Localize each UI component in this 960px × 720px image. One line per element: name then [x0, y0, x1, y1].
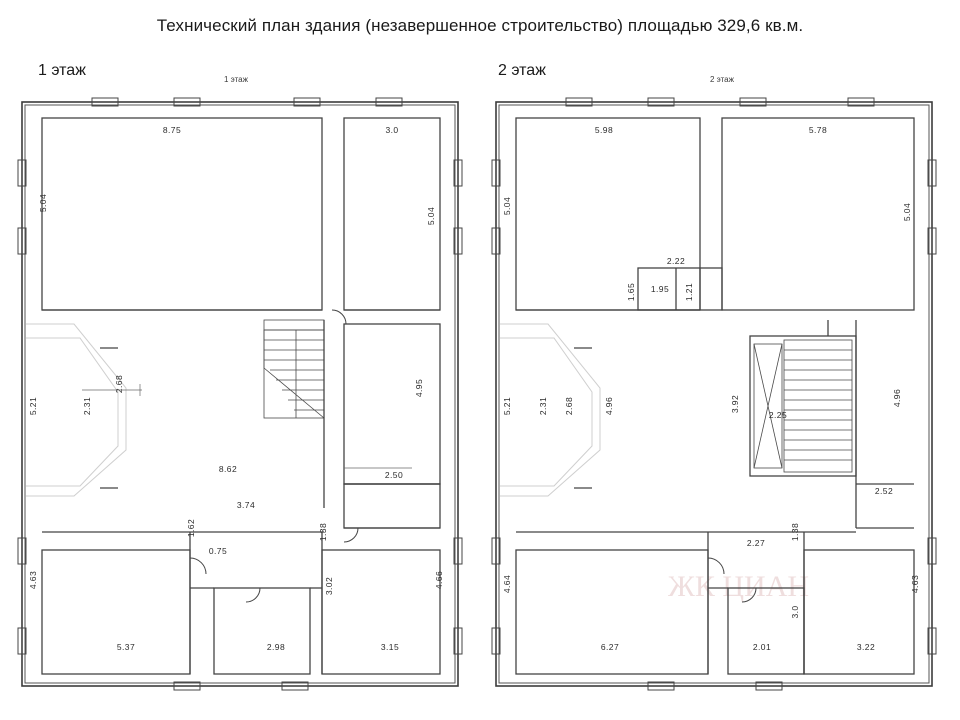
dim2-bath-right: 1.38 [790, 522, 800, 542]
dim-mid-span: 8.62 [218, 464, 238, 474]
dim-bottom-inner-span: 3.74 [236, 500, 256, 510]
dim2-stair-width: 2.25 [768, 410, 788, 420]
dim2-closet-right: 1.21 [684, 282, 694, 302]
dim-bottom-small: 0.75 [208, 546, 228, 556]
dim2-mid-left-a: 2.31 [538, 396, 548, 416]
dim-bottom-right-inner: 1.38 [318, 522, 328, 542]
dim-mid-right-height: 4.95 [414, 378, 424, 398]
dim-left-outer-height: 5.21 [28, 396, 38, 416]
dim2-top-left-height: 5.04 [502, 196, 512, 216]
dim2-bottom-left-width: 6.27 [600, 642, 620, 652]
dim-bottom-left-height: 4.63 [28, 570, 38, 590]
dim-bottom-left-inner: 1.62 [186, 518, 196, 538]
dim2-bath-height: 3.0 [790, 605, 800, 619]
dim-mid-small: 2.50 [384, 470, 404, 480]
dim2-mid-center-height: 4.96 [604, 396, 614, 416]
page-title: Технический план здания (незавершенное строительство) площадью 329,6 кв.м. [156, 16, 804, 35]
floor-2-caption: 2 этаж [710, 75, 734, 84]
dim2-bottom-center-width: 2.01 [752, 642, 772, 652]
dim-bottom-left-width: 5.37 [116, 642, 136, 652]
dim2-stair-height: 3.92 [730, 394, 740, 414]
dim-top-left-height: 5.04 [38, 193, 48, 213]
dim-top-left-width: 8.75 [162, 125, 182, 135]
dim2-closet-inner: 1.95 [650, 284, 670, 294]
dim2-bottom-right-height: 4.63 [910, 574, 920, 594]
dim-top-right-width: 3.0 [385, 125, 399, 135]
dim2-top-left-width: 5.98 [594, 125, 614, 135]
dim2-closet-width: 2.22 [666, 256, 686, 266]
dim2-left-outer-height: 5.21 [502, 396, 512, 416]
dim-top-right-height: 5.04 [426, 206, 436, 226]
floor-1-caption: 1 этаж [224, 75, 248, 84]
dim-bottom-right-height: 4.66 [434, 570, 444, 590]
floor-2-label: 2 этаж [498, 62, 546, 79]
floor-2-plan [488, 75, 940, 698]
dim2-mid-right-height: 4.96 [892, 388, 902, 408]
watermark: ЖК ЦИАН [668, 570, 810, 603]
floor-1-label: 1 этаж [38, 62, 86, 79]
dim2-bottom-left-height: 4.64 [502, 574, 512, 594]
dim2-closet-height: 1.65 [626, 282, 636, 302]
dim2-bottom-right-width: 3.22 [856, 642, 876, 652]
dim2-bath-width: 2.27 [746, 538, 766, 548]
dim-bottom-right-width: 3.15 [380, 642, 400, 652]
dim2-mid-left-b: 2.68 [564, 396, 574, 416]
dim2-top-right-width: 5.78 [808, 125, 828, 135]
dim2-top-right-height: 5.04 [902, 202, 912, 222]
floor-1-plan [14, 75, 466, 698]
dim-mid-left-a: 2.31 [82, 396, 92, 416]
dim-mid-left-b: 2.68 [114, 374, 124, 394]
dim2-mid-small: 2.52 [874, 486, 894, 496]
dim-bottom-center-width: 2.98 [266, 642, 286, 652]
dim-bottom-center-height: 3.02 [324, 576, 334, 596]
